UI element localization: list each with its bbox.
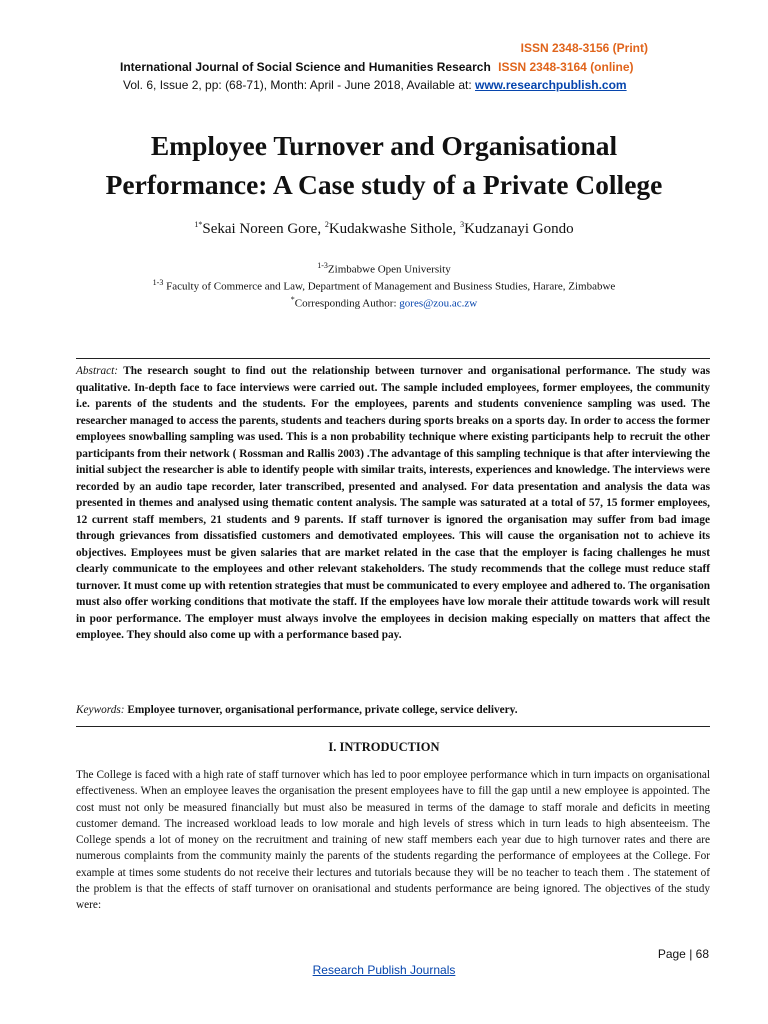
author-3-sup: 3 bbox=[460, 220, 465, 229]
affiliation-2-sup: 1-3 bbox=[152, 278, 164, 287]
corresponding-sup: * bbox=[290, 295, 295, 304]
journal-name: International Journal of Social Science and Humanities Research bbox=[120, 60, 491, 74]
paper-title bbox=[40, 126, 728, 204]
footer bbox=[0, 963, 768, 977]
publisher-link[interactable]: Research Publish Journals bbox=[312, 963, 456, 977]
author-3: Kudzanayi Gondo bbox=[464, 221, 574, 237]
title-line-2: Performance: A Case study of a Private College bbox=[105, 169, 663, 200]
author-2-sup: 2 bbox=[324, 220, 329, 229]
volume-line bbox=[123, 78, 627, 92]
author-email-link[interactable]: gores@zou.ac.zw bbox=[399, 297, 478, 310]
keywords-label: Keywords: bbox=[76, 704, 125, 716]
author-2: Kudakwashe Sithole, bbox=[328, 221, 461, 237]
volume-info: Vol. 6, Issue 2, pp: (68-71), Month: April - June 2018, Available at: bbox=[123, 78, 475, 92]
author-1: Sekai Noreen Gore, bbox=[202, 221, 325, 237]
abstract-label: Abstract: bbox=[76, 365, 119, 377]
journal-website-link[interactable]: www.researchpublish.com bbox=[475, 78, 627, 92]
issn-print: ISSN 2348-3156 (Print) bbox=[520, 41, 648, 55]
journal-name-line bbox=[120, 60, 634, 74]
abstract bbox=[76, 363, 710, 644]
keywords-text: Employee turnover, organisational performance, private college, service delivery. bbox=[124, 704, 518, 716]
author-list bbox=[0, 220, 768, 238]
author-1-sup: 1* bbox=[194, 220, 203, 229]
affiliation-2: Faculty of Commerce and Law, Department of Management and Business Studies, Harare, Zimbabwe bbox=[163, 280, 616, 293]
page-number: Page | 68 bbox=[657, 947, 709, 961]
corresponding-author bbox=[0, 291, 768, 313]
abstract-text: The research sought to find out the relationship between turnover and organisational performance. The study was qualitative. In-depth face to face interviews were carried out. The sample included employees, former employees, the community i.e. parents of the students and the students. For the employees, parents and students convenience sampling was used. The researcher managed to access the parents, students and teachers during sports breaks on a sports day. In order to access the former employees snowballing sampling was used. This is a non probability technique where existing participants help to recruit the other participants from their network ( Rossman and Rallis 2003) .The advantage of this sampling technique is that after interviewing the initial subject the researcher is able to identify people with similar traits, interests, experiences and knowledge. The interviews were recorded by an audio tape recorder, later transcribed, presented and analysed. For data presentation and analysis the data was presented in themes and analysed using thematic content analysis. The sample was saturated at a total of 57, 15 former employees, 12 current staff members, 21 students and 9 parents. If staff turnover is ignored the organisation may suffer from bad image through grievances from dissatisfied customers and demotivated employees. This will cause the organisation not to achieve its objectives. Employees must be given salaries that are market related in the case that the employer is facing challenges he must clearly communicate to the employees and other relevant stakeholders. The study recommends that the college must reduce staff turnover. It must come up with retention strategies that must be communicated to every employee and adhered to. The organisation must also offer working conditions that motivate the staff. If the employees have low morale their attitude towards work will result in poor performance. The employer must always involve the employees in decision making especially on matters that affect the employee. They should also come up with a performance based pay. bbox=[76, 365, 710, 641]
affiliation-1-sup: 1-3 bbox=[317, 261, 328, 270]
keywords-bottom-rule bbox=[76, 726, 710, 727]
title-line-1: Employee Turnover and Organisational bbox=[150, 130, 618, 161]
keywords bbox=[76, 704, 710, 716]
introduction-text: The College is faced with a high rate of staff turnover which has led to poor employee performance which in turn impacts on organisational effectiveness. When an employee leaves the organisation the present employees have to fill the gap until a new employee is appointed. The cost must not only be measured financially but must also be measured in terms of the damage to staff morale and deficits in meeting customer demand. The increased workload leads to low morale and high levels of stress which in turn leads to high absenteeism. The College spends a lot of money on the recruitment and training of new staff members each year due to high turnover rates and there are numerous complaints from the community mainly the parents of the students regarding the performance of employees at the College. For example at times some students do not receive their lectures and tutorials because they will be no teacher to teach them . The statement of the problem is that the effects of staff turnover on oranisational and students performance are being ignored. The objectives of the study were: bbox=[76, 769, 710, 912]
corresponding-label: Corresponding Author: bbox=[294, 297, 400, 310]
issn-online: ISSN 2348-3164 (online) bbox=[498, 60, 634, 74]
section-heading-introduction: I. INTRODUCTION bbox=[328, 740, 440, 754]
abstract-top-rule bbox=[76, 358, 710, 359]
affiliation-1: Zimbabwe Open University bbox=[327, 263, 451, 276]
